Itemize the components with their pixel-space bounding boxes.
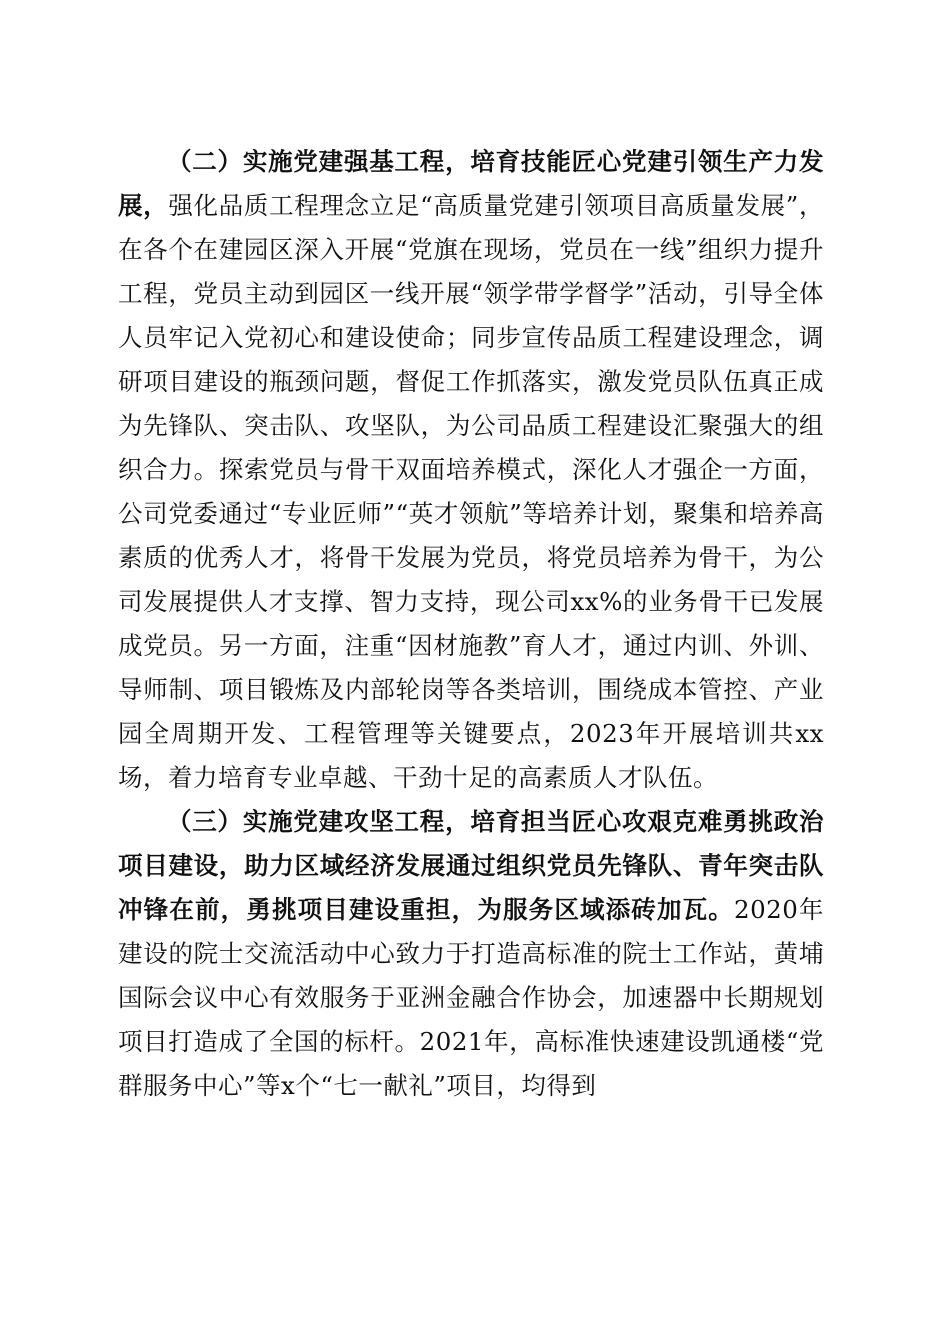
paragraph-2 (118, 140, 824, 800)
paragraph-2-heading: （二）实施党建强基工程，培育技能匠心党建引领生产力发展， (118, 147, 824, 220)
paragraph-3-body: 2020年建设的院士交流活动中心致力于打造高标准的院士工作站，黄埔国际会议中心有效服务于亚洲金融合作协会，加速器中长期规划项目打造成了全国的标杆。2021年，高标准快速建设凯通楼“党群服务中心”等x个“七一献礼”项目，均得到 (118, 895, 825, 1100)
paragraph-2-body: 强化品质工程理念立足“高质量党建引领项目高质量发展”，在各个在建园区深入开展“党旗在现场，党员在一线”组织力提升工程，党员主动到园区一线开展“领学带学督学”活动，引导全体人员牢记入党初心和建设使命；同步宣传品质工程建设理念，调研项目建设的瓶颈问题，督促工作抓落实，激发党员队伍真正成为先锋队、突击队、攻坚队，为公司品质工程建设汇聚强大的组织合力。探索党员与骨干双面培养模式，深化人才强企一方面，公司党委通过“专业匠师”“英才领航”等培养计划，聚集和培养高素质的优秀人才，将骨干发展为党员，将党员培养为骨干，为公司发展提供人才支撑、智力支持，现公司xx%的业务骨干已发展成党员。另一方面，注重“因材施教”育人才，通过内训、外训、导师制、项目锻炼及内部轮岗等各类培训，围绕成本管控、产业园全周期开发、工程管理等关键要点，2023年开展培训共xx场，着力培育专业卓越、干劲十足的高素质人才队伍。 (118, 191, 824, 792)
paragraph-3-heading: （三）实施党建攻坚工程，培育担当匠心攻艰克难勇挑政治项目建设，助力区域经济发展通过组织党员先锋队、青年突击队冲锋在前，勇挑项目建设重担，为服务区域添砖加瓦。 (118, 807, 824, 924)
document-body (118, 140, 824, 1108)
paragraph-3 (118, 800, 824, 1108)
